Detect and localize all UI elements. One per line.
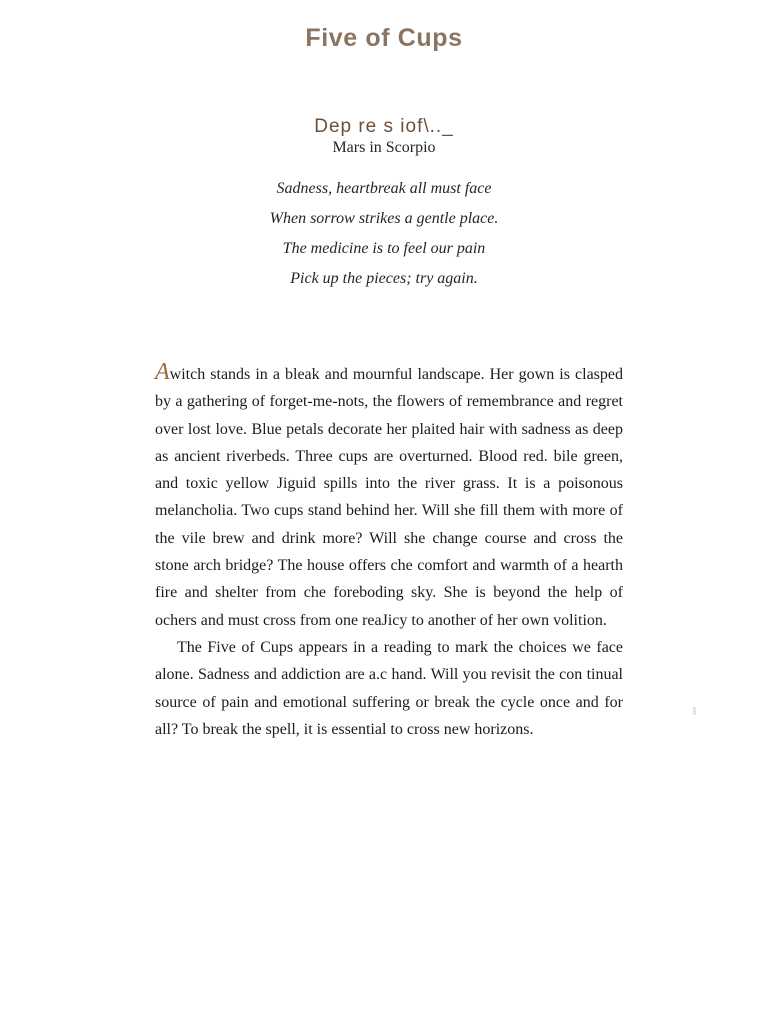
description-paragraph: The Five of Cups appears in a reading to mark the choices we face alone. Sadness and addiction are a.c hand. Will you revisit the con tinual source of pain and emotional suffering or break the cycle once and for all? To break the spell, it is essential to cross new horizons.	[155, 638, 623, 738]
card-title: Five of Cups	[305, 24, 463, 52]
card-keyword: Dep re s iof\.._	[314, 116, 454, 137]
card-description	[155, 360, 623, 743]
paragraph-text: witch stands in a bleak and mournful landscape. Her gown is clasped by a gathering of forget-me-nots, the flowers of remembrance and regret over lost love. Blue petals decorate her plaited hair with sadness as deep as ancient riverbeds. Three cups are overturned. Blood red. bile green, and toxic yellow Jiguid spills into the river grass. It is a poisonous melancholia. Two cups stand behind her. Will she fill them with more of the vile brew and drink more? Will she change course and cross the stone arch bridge? The house offers che comfort and warmth of a hearth fire and shelter from che foreboding sky. She is beyond the help of ochers and must cross from one reaJicy to another of her own volition.	[155, 366, 623, 629]
margin-speck	[693, 707, 696, 715]
verse-line: Pick up the pieces; try again.	[290, 270, 478, 287]
astrological-correspondence: Mars in Scorpio	[332, 139, 436, 156]
description-paragraph	[155, 360, 623, 634]
verse	[0, 176, 768, 296]
verse-line: The medicine is to feel our pain	[282, 240, 486, 257]
verse-line: Sadness, heartbreak all must face	[276, 180, 492, 197]
drop-cap: A	[155, 359, 170, 385]
verse-line: When sorrow strikes a gentle place.	[269, 210, 499, 227]
